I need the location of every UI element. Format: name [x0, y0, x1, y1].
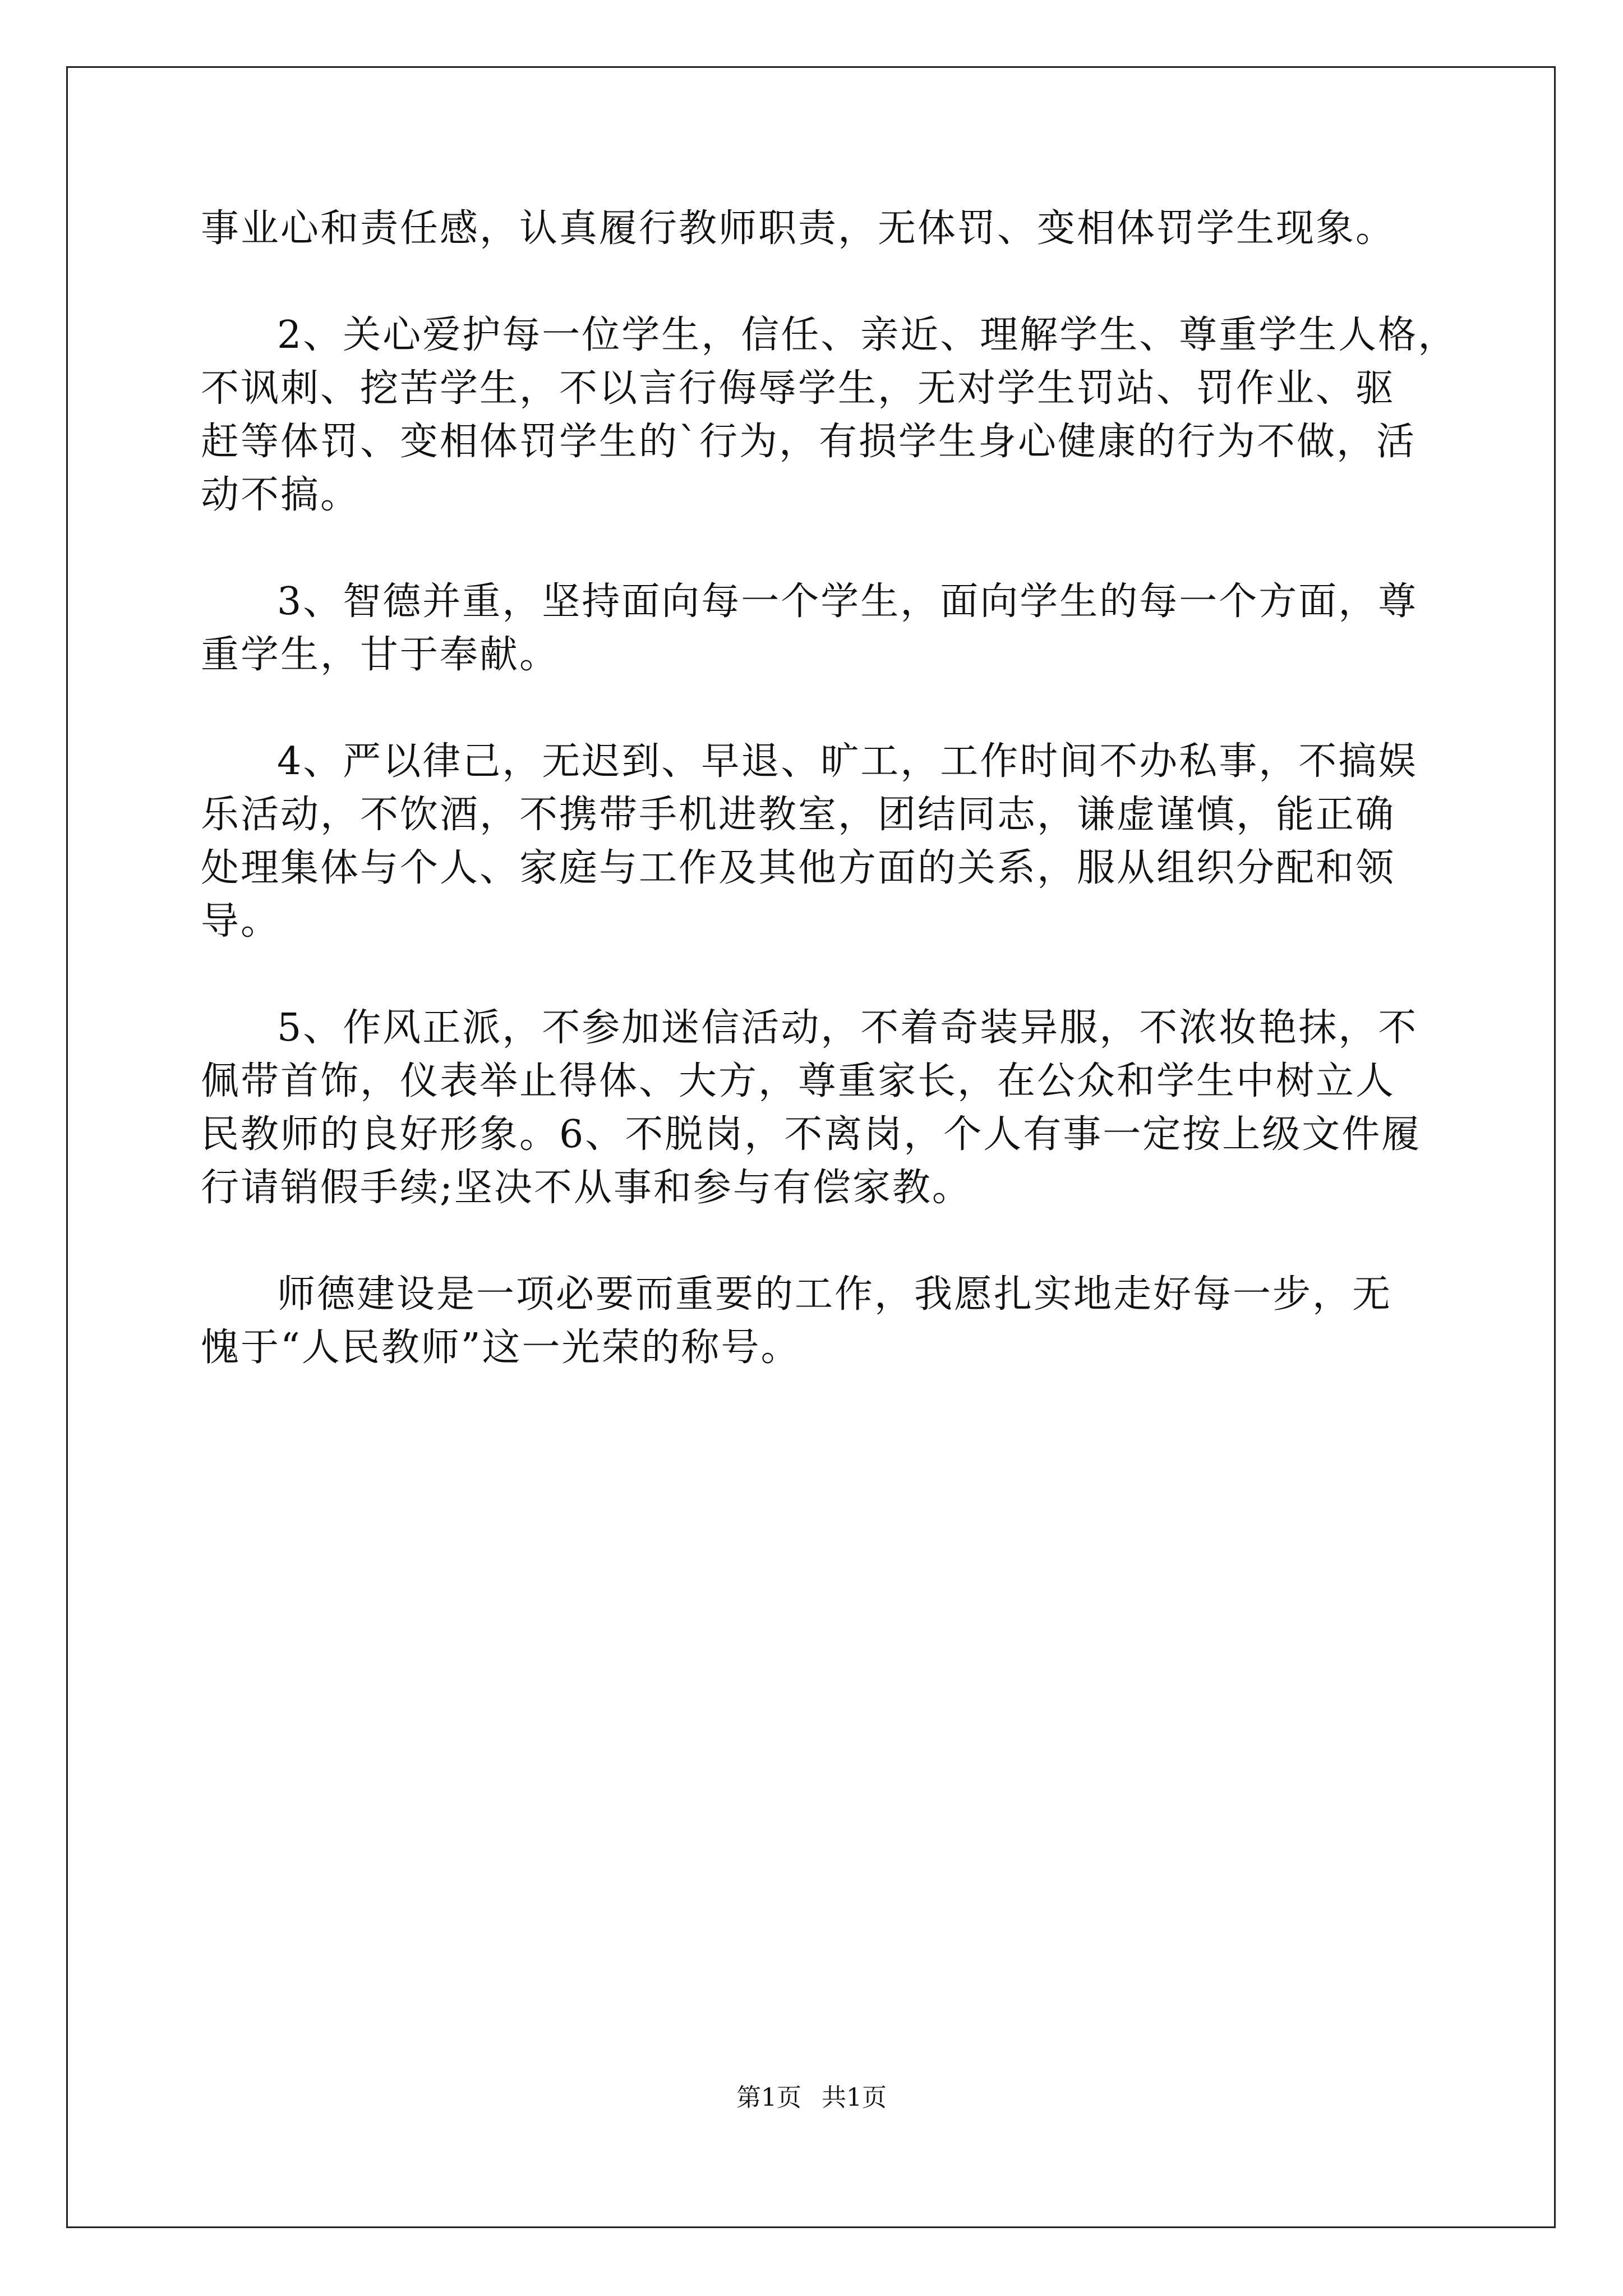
text-line: 师德建设是一项必要而重要的工作，我愿扎实地走好每一步，无	[277, 1272, 1393, 1317]
page-number: 第1页	[736, 2083, 801, 2112]
text-line: 动不搞。	[201, 473, 361, 517]
text-line: 事业心和责任感，认真履行教师职责，无体罚、变相体罚学生现象。	[201, 206, 1396, 251]
text-line: 3、智德并重，坚持面向每一个学生，面向学生的每一个方面，尊	[277, 579, 1418, 624]
document-body	[201, 202, 1458, 1374]
text-line: 2、关心爱护每一位学生，信任、亲近、理解学生、尊重学生人格，	[277, 313, 1458, 357]
text-line: 佩带首饰，仪表举止得体、大方，尊重家长，在公众和学生中树立人	[201, 1059, 1396, 1103]
paragraph	[201, 575, 1429, 682]
page-footer	[0, 2081, 1623, 2115]
text-line: 赶等体罚、变相体罚学生的`行为，有损学生身心健康的行为不做，活	[201, 420, 1417, 464]
page-total: 共1页	[822, 2083, 887, 2112]
text-line: 导。	[201, 899, 281, 944]
paragraph	[201, 1001, 1429, 1214]
text-line: 行请销假手续;坚决不从事和参与有偿家教。	[201, 1166, 972, 1210]
text-line: 处理集体与个人、家庭与工作及其他方面的关系，服从组织分配和领	[201, 846, 1396, 890]
paragraph	[201, 735, 1429, 948]
paragraph	[201, 202, 1429, 255]
text-line: 4、严以律己，无迟到、早退、旷工，工作时间不办私事，不搞娱	[277, 739, 1418, 784]
text-line: 愧于“人民教师”这一光荣的称号。	[201, 1326, 801, 1370]
paragraph	[201, 309, 1458, 522]
text-line: 乐活动，不饮酒，不携带手机进教室，团结同志，谦虚谨慎，能正确	[201, 793, 1396, 837]
paragraph	[201, 1268, 1429, 1374]
text-line: 不讽刺、挖苦学生，不以言行侮辱学生，无对学生罚站、罚作业、驱	[201, 366, 1396, 411]
text-line: 5、作风正派，不参加迷信活动，不着奇装异服，不浓妆艳抹，不	[277, 1006, 1418, 1050]
text-line: 民教师的良好形象。6、不脱岗，不离岗，个人有事一定按上级文件履	[201, 1112, 1422, 1157]
text-line: 重学生，甘于奉献。	[201, 633, 560, 677]
